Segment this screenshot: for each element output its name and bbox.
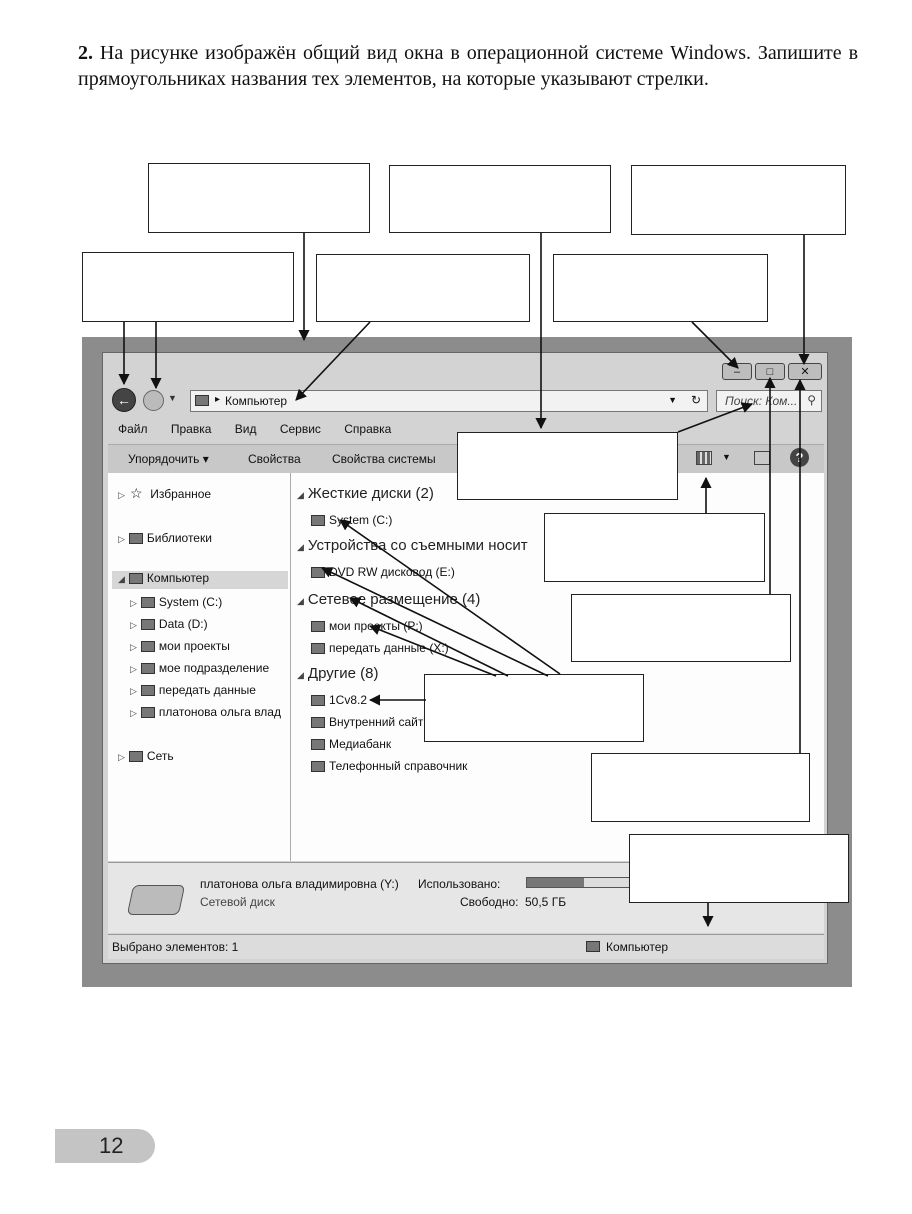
address-bar[interactable]: ▸ Компьютер ▼ ↻ <box>190 390 708 412</box>
content-item-phonebook[interactable]: Телефонный справочник <box>311 759 467 773</box>
nav-item[interactable]: ▷ Data (D:) <box>130 617 208 631</box>
computer-icon <box>195 395 209 406</box>
details-free-value: 50,5 ГБ <box>525 895 567 909</box>
status-location: Компьютер <box>606 940 669 954</box>
properties-button[interactable]: Свойства <box>248 452 301 466</box>
close-button[interactable]: ✕ <box>788 363 822 380</box>
refresh-icon[interactable]: ↻ <box>690 393 701 407</box>
back-button[interactable]: ← <box>112 388 136 412</box>
content-item-mediabank[interactable]: Медиабанк <box>311 737 391 751</box>
nav-network[interactable]: ▷ Сеть <box>118 749 174 763</box>
search-box[interactable] <box>716 390 822 412</box>
content-item-intranet[interactable]: Внутренний сайт <box>311 715 423 729</box>
status-bar <box>108 934 824 959</box>
menu-view[interactable]: Вид <box>234 422 257 436</box>
nav-item[interactable]: ▷ мое подразделение <box>130 661 270 675</box>
search-icon[interactable]: ⚲ <box>807 393 816 407</box>
network-drive-icon <box>141 663 155 674</box>
nav-item[interactable]: ▷ передать данные <box>130 683 256 697</box>
details-drive-name: платонова ольга владимировна (Y:) <box>200 877 399 891</box>
network-drive-icon <box>311 643 325 654</box>
recent-pages-chevron-icon[interactable]: ▼ <box>168 393 177 403</box>
address-dropdown-icon[interactable]: ▼ <box>668 395 677 405</box>
minimize-button[interactable]: – <box>722 363 752 380</box>
address-path: Компьютер <box>225 394 288 408</box>
status-selected: Выбрано элементов: 1 <box>112 940 239 954</box>
details-free-label: Свободно: <box>460 895 519 909</box>
task-text <box>78 40 858 92</box>
shortcut-icon <box>311 695 325 706</box>
used-space-bar <box>526 877 632 888</box>
shortcut-icon <box>311 761 325 772</box>
content-item-projects[interactable]: мои проекты (P:) <box>311 619 423 633</box>
view-menu-chevron-icon[interactable]: ▼ <box>722 452 731 462</box>
answer-box[interactable] <box>389 165 611 233</box>
answer-box[interactable] <box>591 753 810 822</box>
menu-tools[interactable]: Сервис <box>279 422 321 436</box>
answer-box[interactable] <box>629 834 849 903</box>
network-icon <box>129 751 143 762</box>
answer-box[interactable] <box>544 513 765 582</box>
answer-box[interactable] <box>424 674 644 742</box>
answer-box[interactable] <box>457 432 678 500</box>
drive-icon <box>141 597 155 608</box>
details-used-label: Использовано: <box>418 877 501 891</box>
menu-help[interactable]: Справка <box>344 422 392 436</box>
details-drive-type: Сетевой диск <box>200 895 275 909</box>
shortcut-icon <box>311 739 325 750</box>
nav-libraries[interactable]: ▷ Библиотеки <box>118 531 212 545</box>
computer-icon <box>129 573 143 584</box>
star-icon: ☆ <box>130 485 143 501</box>
preview-pane-icon[interactable] <box>754 451 770 465</box>
nav-item[interactable]: ▷ мои проекты <box>130 639 230 653</box>
nav-item[interactable]: ▷ System (C:) <box>130 595 223 609</box>
task-number: 2. <box>78 42 93 64</box>
menu-file[interactable]: Файл <box>118 422 148 436</box>
computer-icon <box>586 941 600 952</box>
drive-icon <box>311 515 325 526</box>
search-placeholder: Поиск: Ком... <box>725 394 798 408</box>
task-body: На рисунке изображён общий вид окна в операционной системе Windows. Запишите в прямоугольниках названия тех элементов, на которые указывают стрелки. <box>78 42 859 90</box>
answer-box[interactable] <box>553 254 768 322</box>
organize-button[interactable]: Упорядочить ▾ <box>128 452 209 466</box>
answer-box[interactable] <box>631 165 846 235</box>
libraries-icon <box>129 533 143 544</box>
shortcut-icon <box>311 717 325 728</box>
group-header-hard-disks[interactable]: ◢ Жесткие диски (2) <box>297 485 434 502</box>
maximize-button[interactable]: □ <box>755 363 785 380</box>
content-item-transfer[interactable]: передать данные (X:) <box>311 641 449 655</box>
content-item-1c[interactable]: 1Cv8.2 <box>311 693 367 707</box>
forward-button[interactable] <box>143 390 164 411</box>
group-header-removable[interactable]: ◢ Устройства со съемными носит <box>297 537 528 554</box>
used-space-fill <box>527 878 584 887</box>
group-header-network[interactable]: ◢ Сетевое размещение (4) <box>297 591 481 608</box>
answer-box[interactable] <box>571 594 791 662</box>
page-number: 12 <box>55 1129 155 1163</box>
nav-item[interactable]: ▷ платонова ольга влад <box>130 705 281 719</box>
change-view-icon[interactable] <box>696 451 712 465</box>
answer-box[interactable] <box>82 252 294 322</box>
navigation-pane <box>108 473 291 861</box>
help-icon[interactable]: ? <box>790 448 809 467</box>
answer-box[interactable] <box>148 163 370 233</box>
nav-favorites[interactable]: ▷ ☆ Избранное <box>118 485 212 501</box>
content-item-dvd[interactable]: DVD RW дисковод (E:) <box>311 565 455 579</box>
answer-box[interactable] <box>316 254 530 322</box>
group-header-other[interactable]: ◢ Другие (8) <box>297 665 379 682</box>
content-item-system[interactable]: System (C:) <box>311 513 392 527</box>
network-drive-large-icon <box>127 885 185 915</box>
menu-edit[interactable]: Правка <box>170 422 212 436</box>
drive-icon <box>141 619 155 630</box>
nav-computer[interactable]: ◢ Компьютер <box>112 571 288 589</box>
system-properties-button[interactable]: Свойства системы <box>332 452 436 466</box>
dvd-drive-icon <box>311 567 325 578</box>
network-drive-icon <box>311 621 325 632</box>
network-drive-icon <box>141 707 155 718</box>
network-drive-icon <box>141 641 155 652</box>
network-drive-icon <box>141 685 155 696</box>
